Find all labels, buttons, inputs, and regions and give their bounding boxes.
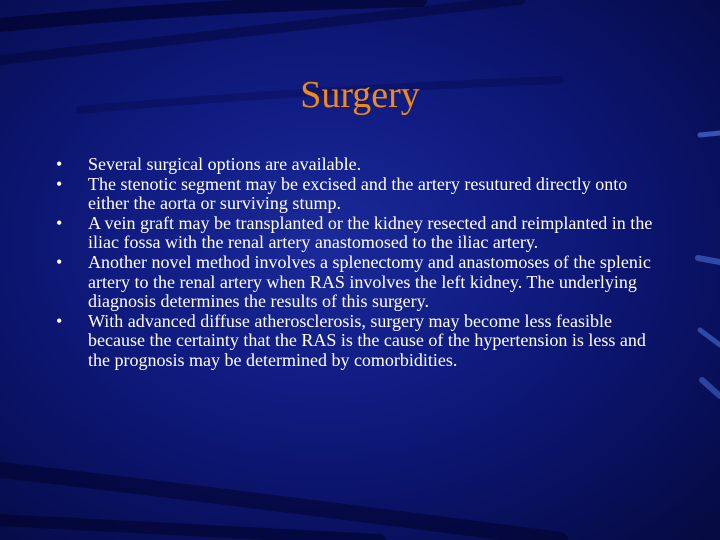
bullet-text: Several surgical options are available. bbox=[88, 154, 362, 174]
bullet-item bbox=[56, 312, 656, 371]
bullet-point: • bbox=[56, 251, 63, 272]
bullet-item bbox=[56, 155, 656, 175]
bullet-list bbox=[56, 155, 656, 371]
bullet-point: • bbox=[56, 173, 63, 194]
bullet-text: Another novel method involves a splenectomy and anastomoses of the splenic artery to the renal artery when RAS involves the left kidney. The underlying diagnosis determines the results of this surgery. bbox=[88, 251, 651, 312]
bullet-text: The stenotic segment may be excised and the artery resutured directly onto either the aorta or surviving stump. bbox=[88, 173, 628, 214]
bullet-item bbox=[56, 214, 656, 253]
bullet-point: • bbox=[56, 154, 63, 174]
bullet-text: A vein graft may be transplanted or the kidney resected and reimplanted in the iliac fossa with the renal artery anastomosed to the iliac artery. bbox=[88, 212, 653, 253]
bullet-text: With advanced diffuse atherosclerosis, surgery may become less feasible because the certainty that the RAS is the cause of the hypertension is less and the prognosis may be determined by comorbidities. bbox=[88, 310, 646, 370]
bullet-point: • bbox=[56, 212, 63, 233]
slide-title: Surgery bbox=[300, 74, 420, 116]
bullet-item bbox=[56, 253, 656, 312]
bullet-point: • bbox=[56, 310, 63, 331]
bullet-item bbox=[56, 175, 656, 214]
